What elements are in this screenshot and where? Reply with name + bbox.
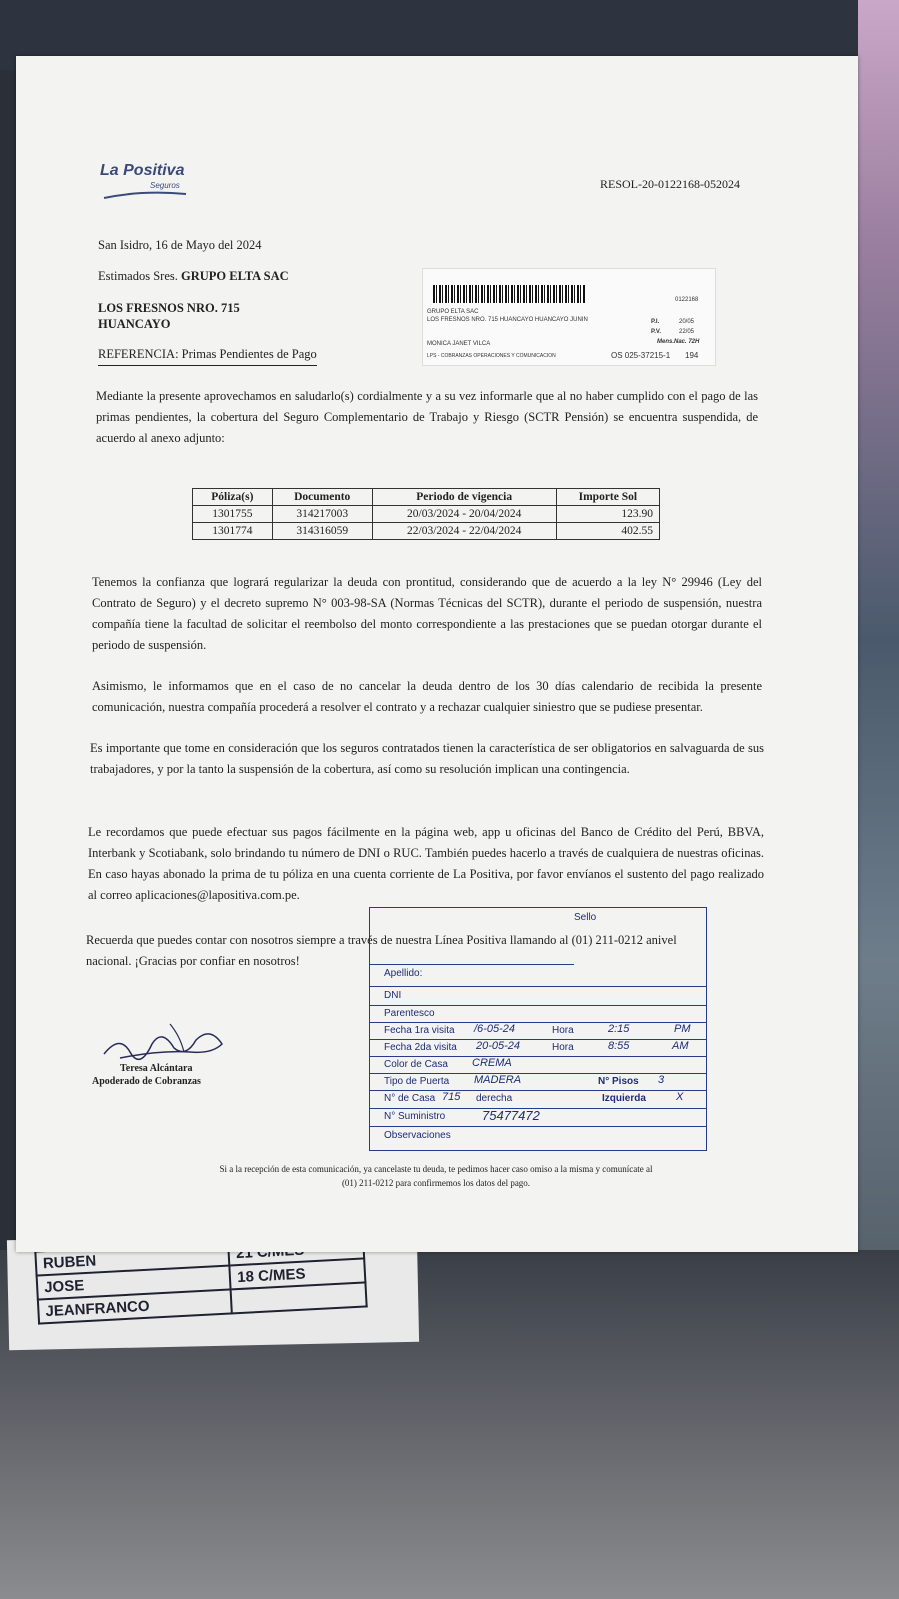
table-row <box>193 523 660 540</box>
footer-line-1: Si a la recepción de esta comunicación, ya cancelaste tu deuda, te pedimos hacer caso omiso a la misma y comunícate al <box>219 1164 653 1174</box>
footer-line-2: (01) 211-0212 para confirmemos los datos del pago. <box>341 1178 531 1188</box>
form-fecha2-value: 20-05-24 <box>476 1040 521 1052</box>
form-casa-value: 715 <box>442 1091 461 1103</box>
form-ampm2-value: AM <box>672 1040 689 1052</box>
greeting-prefix: Estimados Sres. <box>98 269 178 283</box>
table-cell: 314316059 <box>272 523 372 540</box>
stamp-code: 0122168 <box>675 297 699 303</box>
address-line-1: LOS FRESNOS NRO. 715 <box>98 301 240 315</box>
form-puerta-value: MADERA <box>474 1074 522 1086</box>
col-header: Póliza(s) <box>193 489 273 506</box>
bg-cell: 18 C/MES <box>230 1258 366 1289</box>
table-cell: 22/03/2024 - 22/04/2024 <box>372 523 556 540</box>
stamp-pi: P.I. <box>651 319 660 325</box>
form-suministro-value: 75477472 <box>482 1108 540 1123</box>
stamp-contact: MONICA JANET VILCA <box>427 341 491 347</box>
paragraph-2: Tenemos la confianza que logrará regularizar la deuda con prontitud, considerando que de acuerdo a la ley N° 29946 (Ley del Contrato de Seguro) y el decreto supremo N° 003-98-SA (Normas Técnicas del SCTR), durante el periodo de suspensión, nuestra compañía tiene la facultad de solicitar el reembolso del monto correspondiente a las prestaciones que se puedan otorgar durante el periodo de suspensión. <box>92 575 762 652</box>
col-header: Importe Sol <box>556 489 659 506</box>
table-row <box>193 506 660 523</box>
company-name: GRUPO ELTA SAC <box>180 269 289 283</box>
form-color-label: Color de Casa <box>384 1059 448 1070</box>
table-cell: 1301774 <box>193 523 273 540</box>
courier-label <box>422 268 716 366</box>
reference-code: RESOL-20-0122168-052024 <box>600 177 740 191</box>
form-divider <box>370 1073 706 1074</box>
company-logo: La Positiva <box>100 162 185 179</box>
form-fecha2-label: Fecha 2da visita <box>384 1042 457 1053</box>
reference-line: REFERENCIA: Primas Pendientes de Pago <box>98 344 317 366</box>
logo-swoosh-icon <box>102 190 188 200</box>
form-suministro-label: N° Suministro <box>384 1111 446 1122</box>
bg-cell: JEANFRANCO <box>38 1289 232 1323</box>
form-parentesco-label: Parentesco <box>384 1008 435 1019</box>
form-hora1-value: 2:15 <box>608 1023 630 1035</box>
form-hora1-label: Hora <box>552 1025 574 1036</box>
form-casa-label: N° de Casa <box>384 1093 436 1104</box>
form-fecha1-label: Fecha 1ra visita <box>384 1025 455 1036</box>
form-divider <box>370 1005 706 1006</box>
table-cell: 314217003 <box>272 506 372 523</box>
form-color-value: CREMA <box>472 1057 512 1069</box>
form-dni-label: DNI <box>384 990 402 1001</box>
date-line: San Isidro, 16 de Mayo del 2024 <box>98 238 262 252</box>
stamp-pi-val: 20/05 <box>679 319 695 325</box>
bg-cell: JOSE <box>37 1265 231 1299</box>
form-sello-label: Sello <box>574 912 597 923</box>
form-hora2-value: 8:55 <box>608 1040 630 1052</box>
stamp-pv-val: 22/05 <box>679 329 695 335</box>
company-logo-sub: Seguros <box>150 181 180 190</box>
form-divider <box>370 1022 706 1023</box>
policy-table <box>192 488 660 540</box>
form-derecha-label: derecha <box>476 1093 513 1104</box>
paragraph-6-line-1: Recuerda que puedes contar con nosotros siempre a través de nuestra Línea Positiva llamando al (01) 211-0212 anivel <box>86 933 677 947</box>
paragraph-6-line-2: nacional. ¡Gracias por confiar en nosotros! <box>86 954 300 968</box>
table-cell: 1301755 <box>193 506 273 523</box>
paragraph-5: Le recordamos que puede efectuar sus pagos fácilmente en la página web, app u oficinas del Banco de Crédito del Perú, BBVA, Interbank y Scotiabank, solo brindando tu número de DNI o RUC. También puedes hacerlo a través de cualquiera de nuestras oficinas. En caso hayas abonado la prima de tu póliza en una cuenta corriente de La Positiva, por favor envíanos el sustento del pago realizado al correo aplicaciones@lapositiva.com.pe. <box>88 825 764 902</box>
form-pisos-label: N° Pisos <box>598 1076 639 1087</box>
bg-cell: RUBEN <box>35 1242 229 1276</box>
stamp-pv: P.V. <box>651 329 662 335</box>
letter-page <box>16 56 858 1252</box>
form-divider <box>370 986 706 987</box>
paragraph-3: Asimismo, le informamos que en el caso de no cancelar la deuda dentro de los 30 días calendario de recibida la presente comunicación, nuestra compañía procederá a resolver el contrato y a rechazar cualquier siniestro que se pudiese presentar. <box>92 679 762 714</box>
form-divider <box>370 964 574 965</box>
greeting <box>98 266 289 287</box>
form-izquierda-label: Izquierda <box>602 1093 646 1104</box>
form-obs-label: Observaciones <box>384 1130 451 1141</box>
table-header-row <box>193 489 660 506</box>
table-cell: 402.55 <box>556 523 659 540</box>
table-cell: 20/03/2024 - 20/04/2024 <box>372 506 556 523</box>
form-divider <box>370 1056 706 1057</box>
form-hora2-label: Hora <box>552 1042 574 1053</box>
form-fecha1-value: /6-05-24 <box>474 1023 515 1035</box>
signer-title: Apoderado de Cobranzas <box>92 1076 201 1087</box>
stamp-address: LOS FRESNOS NRO. 715 HUANCAYO HUANCAYO JUNIN <box>427 317 588 323</box>
table-cell: 123.90 <box>556 506 659 523</box>
signer-name: Teresa Alcántara <box>120 1063 193 1074</box>
col-header: Periodo de vigencia <box>372 489 556 506</box>
stamp-dept: LPS - COBRANZAS OPERACIONES Y COMUNICACION <box>427 353 556 359</box>
form-pisos-value: 3 <box>658 1074 665 1086</box>
stamp-note: Mens.Nac. 72H <box>657 339 700 345</box>
stamp-os-num: 194 <box>685 351 699 360</box>
address-line-2: HUANCAYO <box>98 317 171 331</box>
form-puerta-label: Tipo de Puerta <box>384 1076 450 1087</box>
stamp-os-code: OS 025-37215-1 <box>611 351 671 360</box>
form-izquierda-value: X <box>676 1091 684 1103</box>
paragraph-4: Es importante que tome en consideración que los seguros contratados tienen la característica de ser obligatorios en salvaguarda de sus trabajadores, y por la tanto la suspensión de la cobertura, así como su resolución implican una contingencia. <box>90 741 764 776</box>
paragraph-1: Mediante la presente aprovechamos en saludarlo(s) cordialmente y a su vez informarle que al no haber cumplido con el pago de las primas pendientes, la cobertura del Seguro Complementario de Trabajo y Riesgo (SCTR Pensión) se encuentra suspendida, de acuerdo al anexo adjunto: <box>96 389 758 445</box>
form-divider <box>370 1126 706 1127</box>
form-divider <box>370 1090 706 1091</box>
col-header: Documento <box>272 489 372 506</box>
barcode-icon <box>433 285 585 303</box>
form-apellido-label: Apellido: <box>384 968 423 979</box>
form-ampm1-value: PM <box>674 1023 691 1035</box>
form-divider <box>370 1039 706 1040</box>
stamp-company: GRUPO ELTA SAC <box>427 309 479 315</box>
